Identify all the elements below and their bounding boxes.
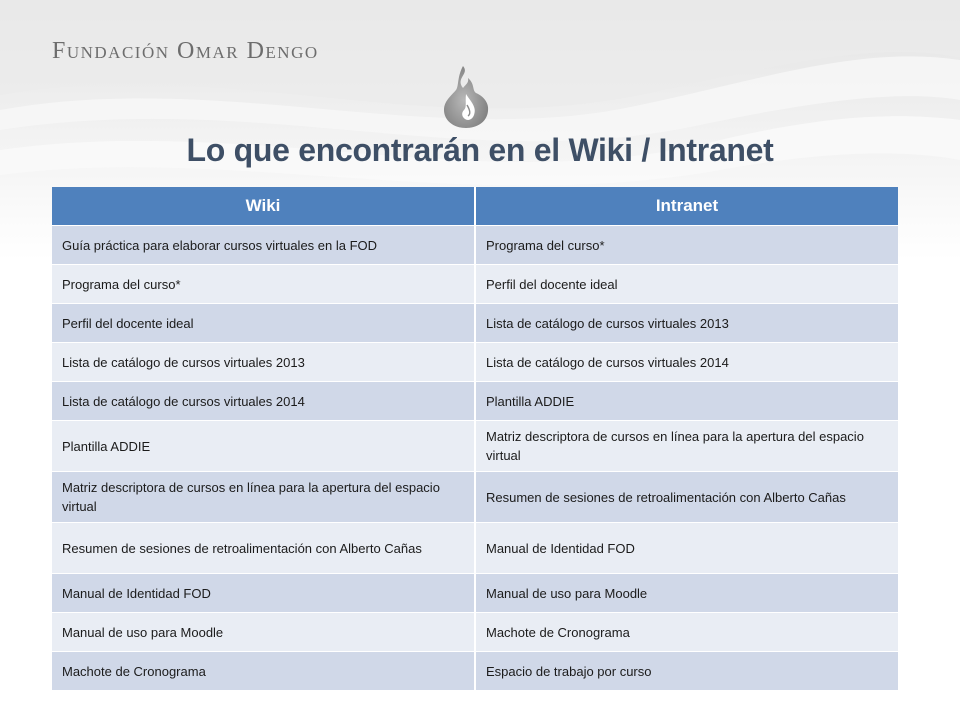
wiki-cell: Plantilla ADDIE [52, 421, 475, 472]
intranet-cell: Espacio de trabajo por curso [475, 652, 898, 691]
table-row [52, 421, 898, 472]
wiki-cell: Manual de uso para Moodle [52, 613, 475, 652]
page-title: Lo que encontrarán en el Wiki / Intranet [186, 132, 774, 168]
table-row [52, 523, 898, 574]
table-row [52, 652, 898, 691]
intranet-cell: Lista de catálogo de cursos virtuales 2013 [475, 304, 898, 343]
column-header-wiki: Wiki [52, 187, 475, 226]
wiki-cell: Guía práctica para elaborar cursos virtuales en la FOD [52, 226, 475, 265]
flame-drop-logo-icon [441, 64, 491, 130]
wiki-cell: Lista de catálogo de cursos virtuales 2014 [52, 382, 475, 421]
table-row [52, 382, 898, 421]
intranet-cell: Manual de Identidad FOD [475, 523, 898, 574]
table-row [52, 472, 898, 523]
table-header-row [52, 187, 898, 226]
wiki-cell: Programa del curso* [52, 265, 475, 304]
table-row [52, 304, 898, 343]
table-row [52, 226, 898, 265]
table-row [52, 613, 898, 652]
table-row [52, 574, 898, 613]
intranet-cell: Machote de Cronograma [475, 613, 898, 652]
wiki-cell: Lista de catálogo de cursos virtuales 2013 [52, 343, 475, 382]
intranet-cell: Lista de catálogo de cursos virtuales 2014 [475, 343, 898, 382]
wiki-cell: Perfil del docente ideal [52, 304, 475, 343]
wiki-cell: Resumen de sesiones de retroalimentación con Alberto Cañas [52, 523, 475, 574]
intranet-cell: Perfil del docente ideal [475, 265, 898, 304]
wiki-cell: Matriz descriptora de cursos en línea para la apertura del espacio virtual [52, 472, 475, 523]
column-header-intranet: Intranet [475, 187, 898, 226]
intranet-cell: Resumen de sesiones de retroalimentación con Alberto Cañas [475, 472, 898, 523]
intranet-cell: Matriz descriptora de cursos en línea para la apertura del espacio virtual [475, 421, 898, 472]
brand-name: Fundación Omar Dengo [52, 38, 319, 64]
wiki-cell: Manual de Identidad FOD [52, 574, 475, 613]
comparison-table [52, 187, 898, 690]
intranet-cell: Manual de uso para Moodle [475, 574, 898, 613]
table-row [52, 265, 898, 304]
wiki-cell: Machote de Cronograma [52, 652, 475, 691]
intranet-cell: Programa del curso* [475, 226, 898, 265]
intranet-cell: Plantilla ADDIE [475, 382, 898, 421]
table-row [52, 343, 898, 382]
